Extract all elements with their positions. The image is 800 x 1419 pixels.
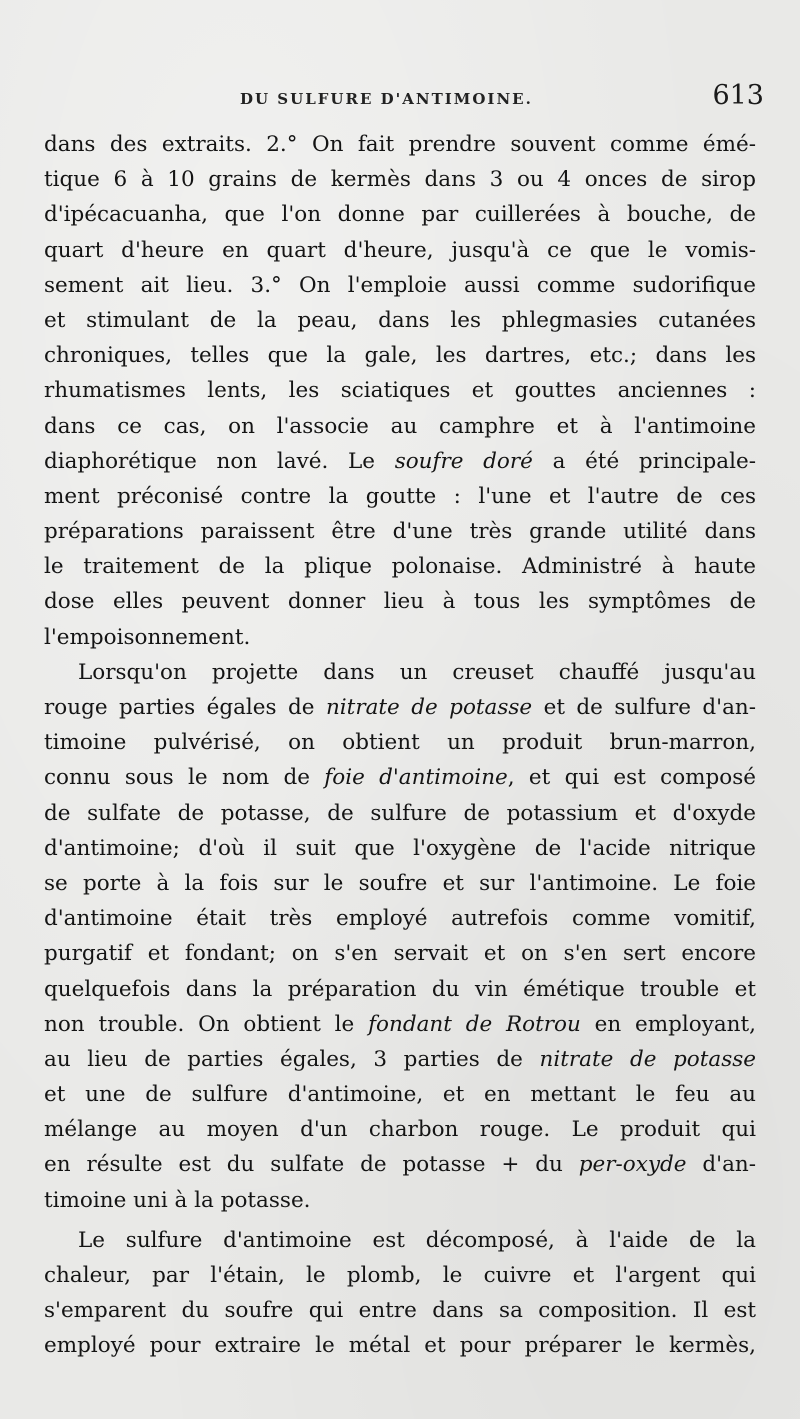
text-line <box>44 409 756 444</box>
text-line <box>44 127 756 162</box>
text-span: d'antimoine était très employé autrefois comme vomitif, <box>44 906 756 932</box>
text-span: dans des extraits. 2.° On fait prendre souvent comme émé- <box>44 132 756 157</box>
text-span: , et qui est composé <box>507 765 756 791</box>
text-line <box>44 444 756 479</box>
text-line <box>44 901 756 936</box>
text-span: rhumatismes lents, les sciatiques et gouttes anciennes : <box>44 378 756 404</box>
text-span: timoine pulvérisé, on obtient un produit brun-marron, <box>44 730 756 756</box>
text-line <box>44 1007 756 1042</box>
text-line <box>44 1293 756 1328</box>
text-span: s'emparent du soufre qui entre dans sa composition. Il est <box>44 1298 756 1324</box>
text-span: dose elles peuvent donner lieu à tous les symptômes de <box>44 589 756 615</box>
body-text <box>44 127 756 1364</box>
text-span: en résulte est du sulfate de potasse + du <box>44 1152 579 1178</box>
text-line <box>44 233 756 268</box>
text-line <box>44 549 756 584</box>
italic-term: soufre doré <box>394 448 533 474</box>
text-span: non trouble. On obtient le <box>44 1011 369 1037</box>
text-span: ment préconisé contre la goutte : l'une et l'autre de ces <box>44 483 756 509</box>
text-span: le traitement de la plique polonaise. Administré à haute <box>44 554 756 580</box>
text-line <box>44 303 756 338</box>
text-span: en employant, <box>580 1011 757 1037</box>
italic-term: foie d'antimoine <box>324 765 508 791</box>
text-span: d'an- <box>686 1152 757 1178</box>
text-line <box>44 373 756 408</box>
text-span: se porte à la fois sur le soufre et sur l'antimoine. Le foie <box>44 870 756 896</box>
text-span: a été principale- <box>532 448 756 474</box>
text-line <box>44 1183 756 1218</box>
text-span: et une de sulfure d'antimoine, et en mettant le feu au <box>44 1082 756 1108</box>
text-line <box>44 620 756 655</box>
italic-term: fondant de Rotrou <box>368 1011 581 1037</box>
text-line <box>44 725 756 760</box>
running-title: DU SULFURE D'ANTIMOINE. <box>240 90 533 108</box>
text-span: chaleur, par l'étain, le plomb, le cuivre et l'argent qui <box>44 1263 756 1288</box>
text-span: employé pour extraire le métal et pour préparer le kermès, <box>44 1333 756 1359</box>
text-span: et de sulfure d'an- <box>532 695 756 720</box>
italic-term: per-oxyde <box>578 1152 687 1178</box>
text-line <box>44 197 756 232</box>
text-line <box>44 655 756 690</box>
text-span: purgatif et fondant; on s'en servait et on s'en sert encore <box>44 941 756 967</box>
text-span: mélange au moyen d'un charbon rouge. Le produit qui <box>44 1117 756 1143</box>
text-line <box>44 831 756 866</box>
text-line <box>44 1077 756 1112</box>
text-line <box>44 1328 756 1363</box>
text-span: connu sous le nom de <box>44 765 325 791</box>
text-span: l'empoisonnement. <box>44 624 251 650</box>
text-span: quelquefois dans la préparation du vin émétique trouble et <box>44 976 756 1002</box>
text-line <box>44 1147 756 1182</box>
text-line <box>44 1042 756 1077</box>
text-span: préparations paraissent être d'une très grande utilité dans <box>44 519 756 545</box>
text-span: quart d'heure en quart d'heure, jusqu'à ce que le vomis- <box>44 237 756 263</box>
text-span: d'ipécacuanha, que l'on donne par cuillerées à bouche, de <box>44 202 756 228</box>
text-span: Le sulfure d'antimoine est décomposé, à l'aide de la <box>78 1227 756 1253</box>
page-header <box>40 82 764 114</box>
text-line <box>44 1258 756 1293</box>
text-span: chroniques, telles que la gale, les dartres, etc.; dans les <box>44 343 756 369</box>
text-span: sement ait lieu. 3.° On l'emploie aussi comme sudorifique <box>44 272 756 298</box>
text-line <box>44 690 756 725</box>
text-line <box>44 866 756 901</box>
text-line <box>44 584 756 619</box>
text-span: d'antimoine; d'où il suit que l'oxygène de l'acide nitrique <box>44 835 756 861</box>
text-line <box>44 162 756 197</box>
page-number: 613 <box>712 80 764 111</box>
text-line <box>44 514 756 549</box>
text-line <box>44 1223 756 1258</box>
italic-term: nitrate de potasse <box>539 1046 756 1072</box>
text-span: et stimulant de la peau, dans les phlegmasies cutanées <box>44 307 756 333</box>
text-line <box>44 1112 756 1147</box>
text-line <box>44 972 756 1007</box>
text-span: Lorsqu'on projette dans un creuset chauffé jusqu'au <box>78 659 756 685</box>
italic-term: nitrate de potasse <box>325 695 533 720</box>
text-line <box>44 268 756 303</box>
text-span: rouge parties égales de <box>44 695 326 720</box>
text-span: au lieu de parties égales, 3 parties de <box>44 1046 540 1072</box>
text-line <box>44 796 756 831</box>
text-span: de sulfate de potasse, de sulfure de potassium et d'oxyde <box>44 800 756 826</box>
text-span: dans ce cas, on l'associe au camphre et à l'antimoine <box>44 413 756 439</box>
text-line <box>44 338 756 373</box>
text-line <box>44 760 756 795</box>
text-span: timoine uni à la potasse. <box>44 1187 311 1213</box>
text-span: diaphorétique non lavé. Le <box>44 448 395 474</box>
text-line <box>44 936 756 971</box>
text-span: tique 6 à 10 grains de kermès dans 3 ou 4 onces de sirop <box>44 167 756 193</box>
text-line <box>44 479 756 514</box>
